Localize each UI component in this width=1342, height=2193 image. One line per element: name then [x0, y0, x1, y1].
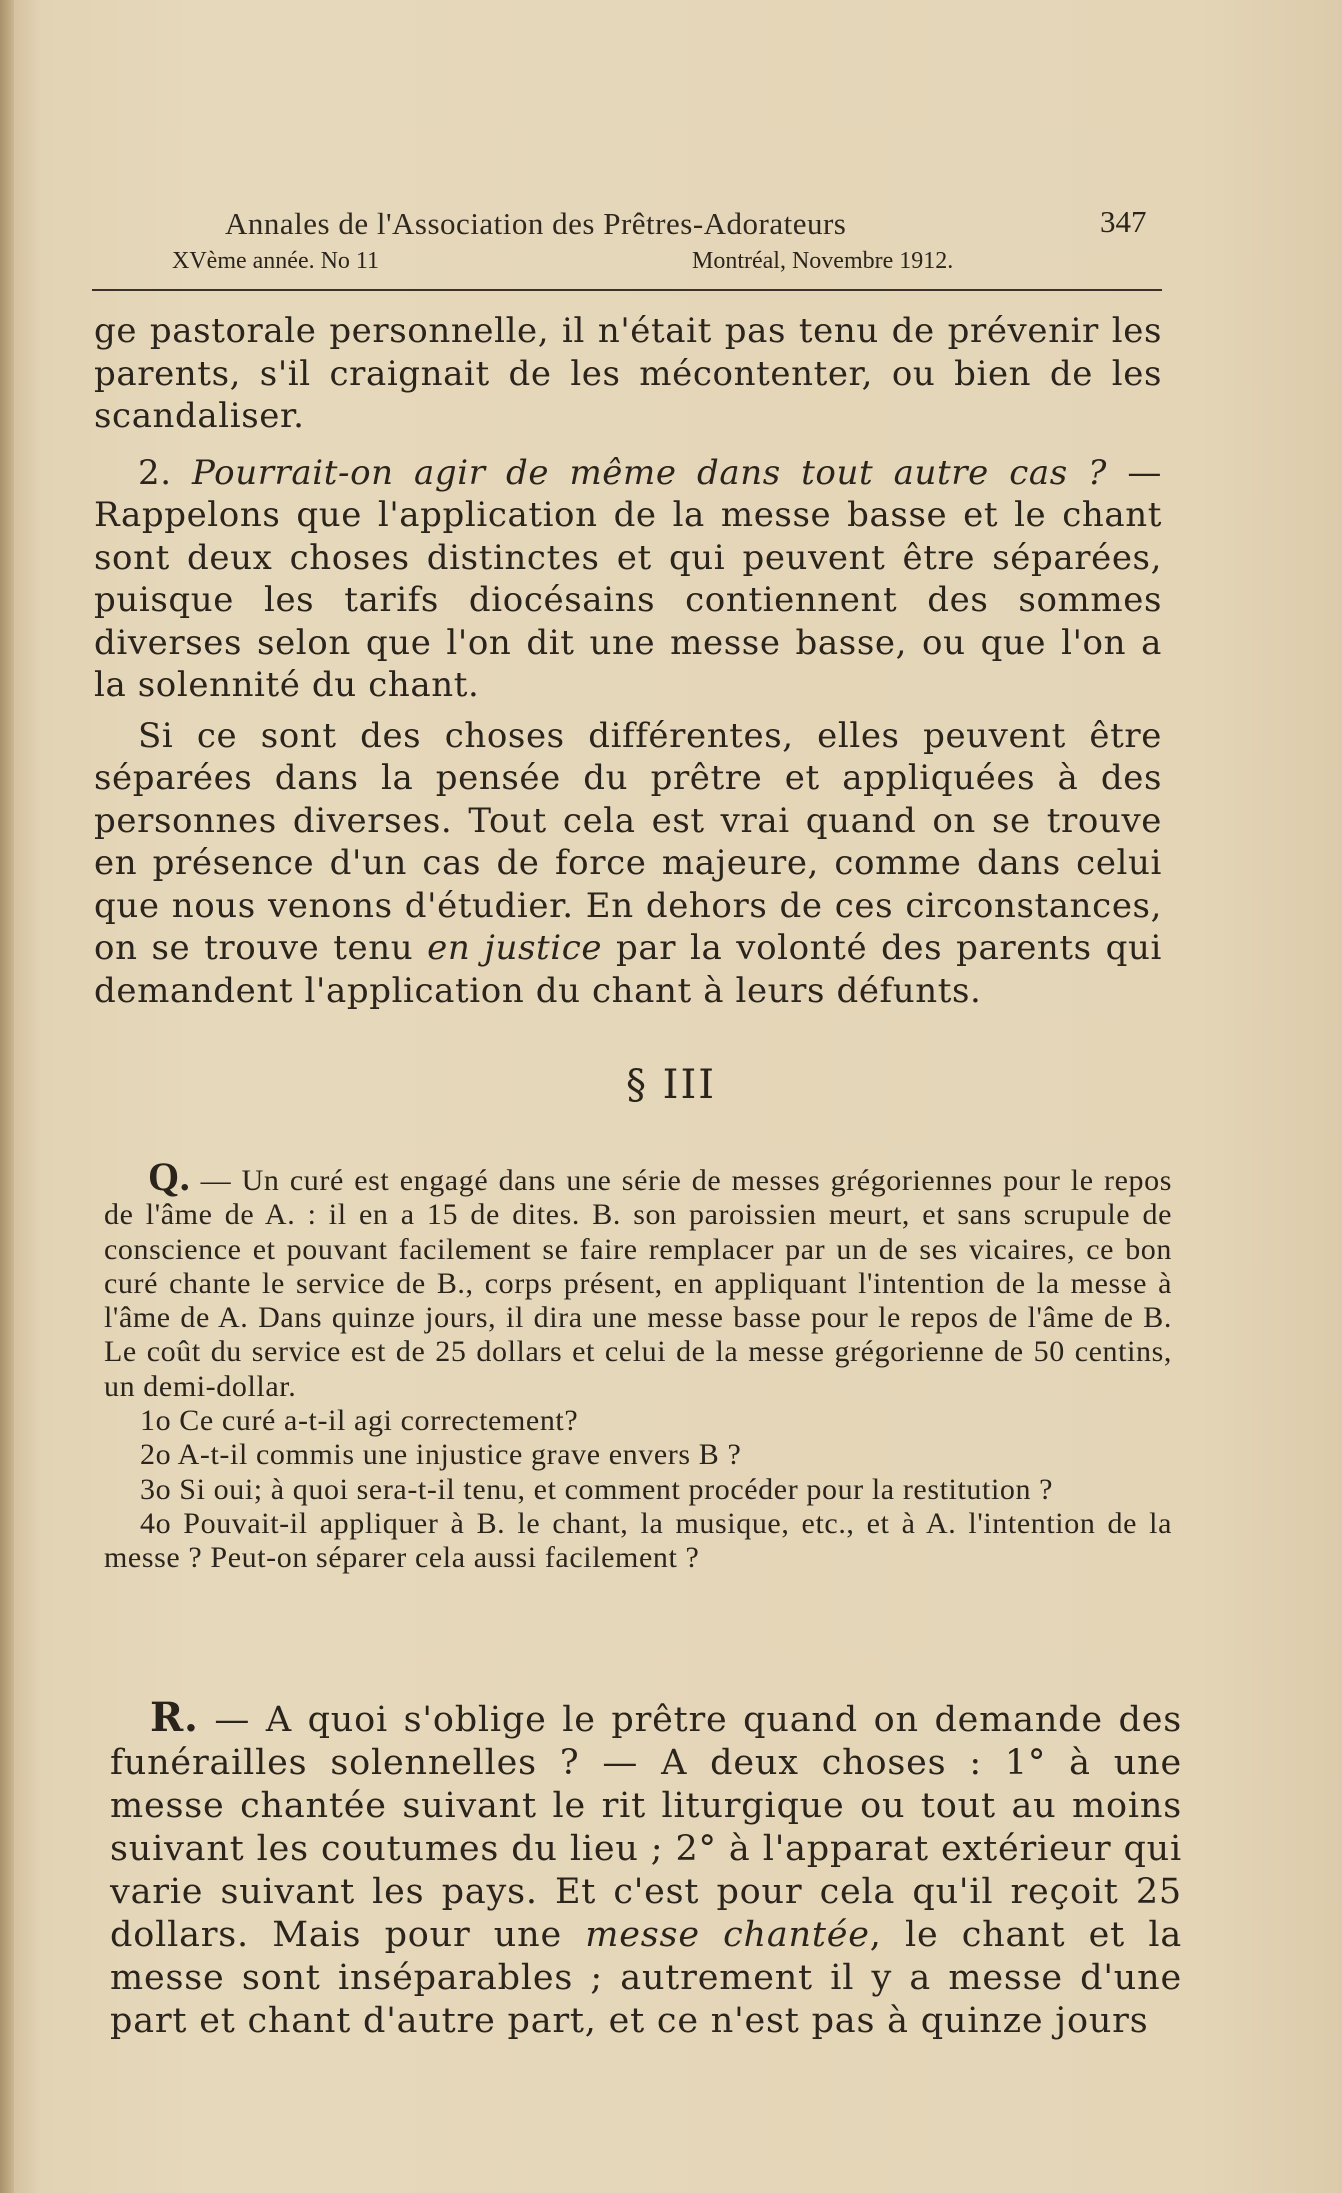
question-item-2: 2o A-t-il commis une injustice grave envers B ? — [140, 1438, 742, 1472]
paragraph-3-start: Si ce sont des choses différentes, elles peuvent être séparées dans la pensée du prêtre et appliquées à des personnes diverses. Tout cela est vrai quand on se trouve en présence d'un cas de force majeure, comme dans celui que nous venons d'étudier. En dehors de ces circonstances, on se trouve tenu — [94, 715, 1162, 968]
question-item-4: 4o Pouvait-il appliquer à B. le chant, la musique, etc., et à A. l'intention de la messe ? Peut-on séparer cela aussi facilement ? — [104, 1506, 1172, 1575]
question-block — [104, 1154, 1172, 1576]
answer-text-end: , le chant et la messe sont inséparables ; autrement il y a messe d'une part et chant d'autre part, et ce n'est pas à quinze jours — [110, 1915, 1182, 2041]
question-item-3: 3o Si oui; à quoi sera-t-il tenu, et comment procéder pour la restitution ? — [140, 1472, 1054, 1506]
page-number: 347 — [1100, 204, 1147, 239]
question-text: — Un curé est engagé dans une série de messes grégoriennes pour le repos de l'âme de A. : il en a 15 de dites. B. son paroissien meurt, et sans scrupule de conscience et pouvant facilement se faire remplacer par un de ses vicaires, ce bon curé chante le service de B., corps présent, en appliquant l'intention de la messe à l'âme de A. Dans quinze jours, il dira une messe basse pour le repos de l'âme de B. Le coût du service est de 25 dollars et celui de la messe grégorienne de 50 centins, un demi-dollar. — [104, 1164, 1172, 1403]
question-item-1: 1o Ce curé a-t-il agi correctement? — [140, 1404, 579, 1438]
answer-text-start: — A quoi s'oblige le prêtre quand on demande des funérailles solennelles ? — A deux choses : 1° à une messe chantée suivant le rit liturgique ou tout au moins suivant les coutumes du lieu ; 2° à l'apparat extérieur qui varie suivant les pays. Et c'est pour cela qu'il reçoit 25 dollars. Mais pour une — [110, 1700, 1182, 1955]
paragraph-3-italic: en justice — [427, 928, 603, 968]
answer-letter: R. — [150, 1694, 199, 1741]
paragraph-1: ge pastorale personnelle, il n'était pas tenu de prévenir les parents, s'il craignait de les mécontenter, ou bien de les scandaliser. — [94, 311, 1162, 436]
journal-title: Annales de l'Association des Prêtres-Adorateurs — [225, 206, 847, 241]
header-rule — [92, 289, 1162, 291]
paragraph-3 — [94, 715, 1162, 1013]
question-paragraph — [104, 1154, 1172, 1404]
paragraph-3-end: par la volonté des parents qui demandent l'application du chant à leurs défunts. — [94, 928, 1162, 1011]
paragraph-2 — [94, 452, 1162, 707]
main-text — [94, 310, 1162, 1012]
paragraph-2-question: Pourrait-on agir de même dans tout autre cas ? — [192, 452, 1107, 493]
paragraph-2-text: — Rappelons que l'application de la messe basse et le chant sont deux choses distinctes et qui peuvent être séparées, puisque les tarifs diocésains contiennent des sommes diverses selon que l'on dit une messe basse, ou que l'on a la solennité du chant. — [94, 452, 1162, 705]
paragraph-2-number: 2. — [138, 452, 172, 493]
answer-text-italic: messe chantée — [585, 1915, 870, 1955]
question-letter: Q. — [148, 1154, 191, 1199]
issue-number: XVème année. No 11 — [172, 248, 380, 274]
section-heading: § III — [625, 1062, 717, 1108]
answer-block — [110, 1696, 1182, 2043]
place-date: Montréal, Novembre 1912. — [692, 248, 954, 274]
answer-paragraph — [110, 1696, 1182, 2043]
